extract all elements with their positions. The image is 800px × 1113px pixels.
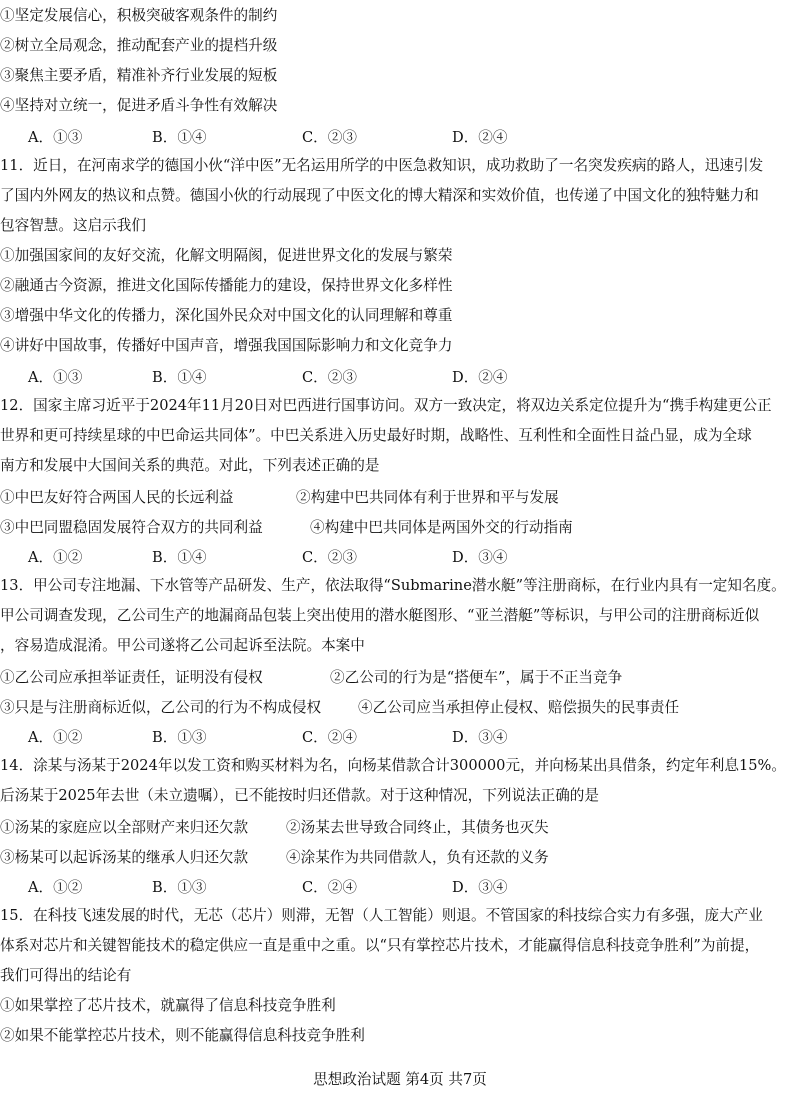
choice-d: D．③④: [452, 549, 508, 566]
choice-a: A．①②: [28, 729, 83, 746]
choice-d: D．②④: [452, 369, 508, 386]
q14-item-3: ③杨某可以起诉汤某的继承人归还欠款: [0, 849, 249, 866]
block-a-item-2: ②树立全局观念，推动配套产业的提档升级: [0, 37, 278, 54]
choice-b: B．①③: [152, 729, 207, 746]
choice-c: C．②④: [302, 879, 357, 896]
q12-item-2: ②构建中巴共同体有利于世界和平与发展: [296, 489, 559, 506]
choice-a: A．①③: [28, 369, 83, 386]
q14-stem-line-2: 后汤某于2025年去世（未立遗嘱），已不能按时归还借款。对于这种情况，下列说法正确的是: [0, 787, 599, 804]
choice-d: D．③④: [452, 879, 508, 896]
choice-b: B．①④: [152, 549, 207, 566]
q13-stem-line-1: 13．甲公司专注地漏、下水管等产品研发、生产，依法取得“Submarine潜水艇”等注册商标，在行业内具有一定知名度。: [0, 577, 786, 594]
q15-stem-line-2: 体系对芯片和关键智能技术的稳定供应一直是重中之重。以“只有掌控芯片技术，才能赢得信息科技竞争胜利”为前提，: [0, 937, 760, 954]
q14-stem-line-1: 14．涂某与汤某于2024年以发工资和购买材料为名，向杨某借款合计300000元，并向杨某出具借条，约定年利息15%。: [0, 757, 786, 774]
q12-item-1: ①中巴友好符合两国人民的长远利益: [0, 489, 234, 506]
q12-item-3: ③中巴同盟稳固发展符合双方的共同利益: [0, 519, 263, 536]
q12-item-4: ④构建中巴共同体是两国外交的行动指南: [310, 519, 573, 536]
choice-a: A．①②: [28, 549, 83, 566]
choice-b: B．①③: [152, 879, 207, 896]
choice-b: B．①④: [152, 129, 207, 146]
choice-d: D．③④: [452, 729, 508, 746]
q15-stem-line-3: 我们可得出的结论有: [0, 967, 132, 984]
q14-item-4: ④涂某作为共同借款人，负有还款的义务: [286, 849, 549, 866]
choice-b: B．①④: [152, 369, 207, 386]
q15-item-1: ①如果掌控了芯片技术，就赢得了信息科技竞争胜利: [0, 997, 336, 1014]
q15-stem-line-1: 15．在科技飞速发展的时代，无芯（芯片）则滞，无智（人工智能）则退。不管国家的科技综合实力有多强，庞大产业: [0, 907, 763, 924]
q11-item-3: ③增强中华文化的传播力，深化国外民众对中国文化的认同理解和尊重: [0, 307, 453, 324]
block-a-item-1: ①坚定发展信心，积极突破客观条件的制约: [0, 7, 278, 24]
q11-stem-line-1: 11．近日，在河南求学的德国小伙“洋中医”无名运用所学的中医急救知识，成功救助了一名突发疾病的路人，迅速引发: [0, 157, 764, 174]
q11-stem-line-3: 包容智慧。这启示我们: [0, 217, 146, 234]
choice-c: C．②④: [302, 729, 357, 746]
choice-c: C．②③: [302, 129, 357, 146]
choice-d: D．②④: [452, 129, 508, 146]
choice-a: A．①②: [28, 879, 83, 896]
q12-stem-line-1: 12．国家主席习近平于2024年11月20日对巴西进行国事访问。双方一致决定，将双边关系定位提升为“携手构建更公正: [0, 397, 772, 414]
block-a-item-3: ③聚焦主要矛盾，精准补齐行业发展的短板: [0, 67, 278, 84]
q13-item-1: ①乙公司应承担举证责任，证明没有侵权: [0, 669, 263, 686]
choice-c: C．②③: [302, 369, 357, 386]
q12-stem-line-2: 世界和更可持续星球的中巴命运共同体”。中巴关系进入历史最好时期，战略性、互利性和全面性日益凸显，成为全球: [0, 427, 752, 444]
q14-item-2: ②汤某去世导致合同终止，其债务也灭失: [286, 819, 549, 836]
q13-item-3: ③只是与注册商标近似，乙公司的行为不构成侵权: [0, 699, 322, 716]
q13-item-4: ④乙公司应当承担停止侵权、赔偿损失的民事责任: [358, 699, 680, 716]
choice-c: C．②③: [302, 549, 357, 566]
q14-item-1: ①汤某的家庭应以全部财产来归还欠款: [0, 819, 249, 836]
page-footer: 思想政治试题 第4页 共7页: [313, 1071, 487, 1088]
q11-stem-line-2: 了国内外网友的热议和点赞。德国小伙的行动展现了中医文化的博大精深和实效价值，也传递了中国文化的独特魅力和: [0, 187, 759, 204]
q11-item-4: ④讲好中国故事，传播好中国声音，增强我国国际影响力和文化竞争力: [0, 337, 453, 354]
q13-item-2: ②乙公司的行为是“搭便车”，属于不正当竞争: [330, 669, 623, 686]
q12-stem-line-3: 南方和发展中大国间关系的典范。对此，下列表述正确的是: [0, 457, 380, 474]
q11-item-2: ②融通古今资源，推进文化国际传播能力的建设，保持世界文化多样性: [0, 277, 453, 294]
q15-item-2: ②如果不能掌控芯片技术，则不能赢得信息科技竞争胜利: [0, 1027, 365, 1044]
q11-item-1: ①加强国家间的友好交流，化解文明隔阂，促进世界文化的发展与繁荣: [0, 247, 453, 264]
block-a-item-4: ④坚持对立统一，促进矛盾斗争性有效解决: [0, 97, 278, 114]
q13-stem-line-2: 甲公司调查发现，乙公司生产的地漏商品包装上突出使用的潜水艇图形、“亚兰潜艇”等标识，与甲公司的注册商标近似: [0, 607, 760, 624]
choice-a: A．①③: [28, 129, 83, 146]
q13-stem-line-3: ，容易造成混淆。甲公司遂将乙公司起诉至法院。本案中: [0, 637, 365, 654]
